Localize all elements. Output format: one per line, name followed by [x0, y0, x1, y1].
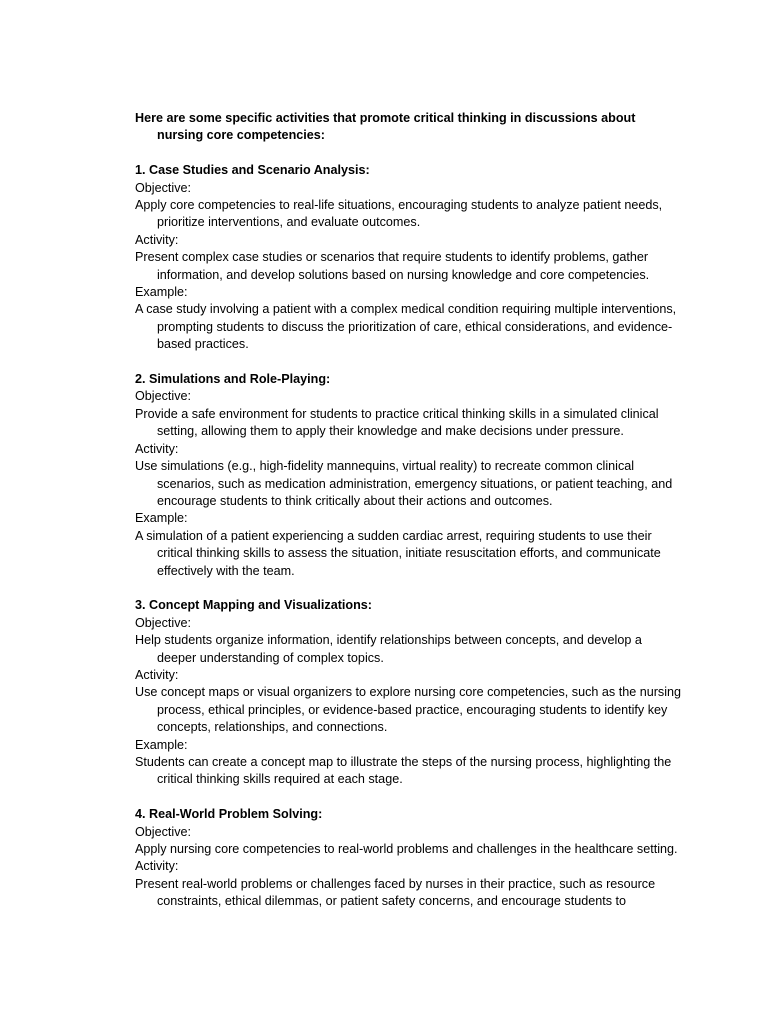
section-heading: 4. Real-World Problem Solving:: [135, 807, 323, 822]
intro-paragraph: Here are some specific activities that promote critical thinking in discussions about nursing core competencies:: [135, 111, 636, 143]
example-text: Students can create a concept map to illustrate the steps of the nursing process, highlighting the critical thinking skills required at each stage.: [135, 754, 672, 787]
example-label: Example:: [135, 285, 188, 300]
activity-text: Present real-world problems or challenges faced by nurses in their practice, such as resource constraints, ethical dilemmas, or patient safety concerns, and encourage students to: [135, 876, 656, 909]
objective-text: Help students organize information, identify relationships between concepts, and develop a deeper understanding of complex topics.: [135, 633, 642, 665]
objective-label: Objective:: [135, 615, 191, 630]
activity-label: Activity:: [135, 232, 179, 247]
section-heading: 3. Concept Mapping and Visualizations:: [135, 598, 372, 613]
spacer: [135, 580, 683, 597]
spacer: [135, 789, 683, 806]
spacer: [135, 354, 683, 371]
example-text: A simulation of a patient experiencing a sudden cardiac arrest, requiring students to use their critical thinking skills to assess the situation, initiate resuscitation efforts, and communicate effectively with the team.: [135, 528, 661, 578]
section-concept-mapping: [135, 597, 683, 788]
objective-label: Objective:: [135, 180, 191, 195]
objective-text: Provide a safe environment for students to practice critical thinking skills in a simulated clinical setting, allowing them to apply their knowledge and make decisions under pressure.: [135, 406, 659, 439]
section-case-studies: [135, 162, 683, 353]
spacer: [135, 145, 683, 162]
activity-text: Use concept maps or visual organizers to explore nursing core competencies, such as the nursing process, ethical principles, or evidence-based practice, encouraging students to identify key concepts, relationships, and connections.: [135, 685, 682, 735]
section-heading: 1. Case Studies and Scenario Analysis:: [135, 163, 370, 178]
section-simulations: [135, 371, 683, 580]
activity-label: Activity:: [135, 441, 179, 456]
objective-label: Objective:: [135, 824, 191, 839]
activity-text: Use simulations (e.g., high-fidelity mannequins, virtual reality) to recreate common clinical scenarios, such as medication administration, emergency situations, or patient teaching, and encourage students to think critically about their actions and outcomes.: [135, 459, 673, 508]
section-heading: 2. Simulations and Role-Playing:: [135, 372, 331, 387]
example-text: A case study involving a patient with a complex medical condition requiring multiple interventions, prompting students to discuss the prioritization of care, ethical considerations, and evidence-based practices.: [135, 302, 677, 352]
activity-label: Activity:: [135, 667, 179, 682]
objective-text: Apply nursing core competencies to real-world problems and challenges in the healthcare setting.: [135, 842, 678, 856]
example-label: Example:: [135, 737, 188, 752]
activity-label: Activity:: [135, 859, 179, 874]
activity-text: Present complex case studies or scenarios that require students to identify problems, gather information, and develop solutions based on nursing knowledge and core competencies.: [135, 250, 650, 282]
objective-label: Objective:: [135, 389, 191, 404]
section-real-world-problem-solving: [135, 806, 683, 910]
document-body: [135, 110, 683, 911]
example-label: Example:: [135, 511, 188, 526]
objective-text: Apply core competencies to real-life situations, encouraging students to analyze patient needs, prioritize interventions, and evaluate outcomes.: [135, 198, 663, 230]
